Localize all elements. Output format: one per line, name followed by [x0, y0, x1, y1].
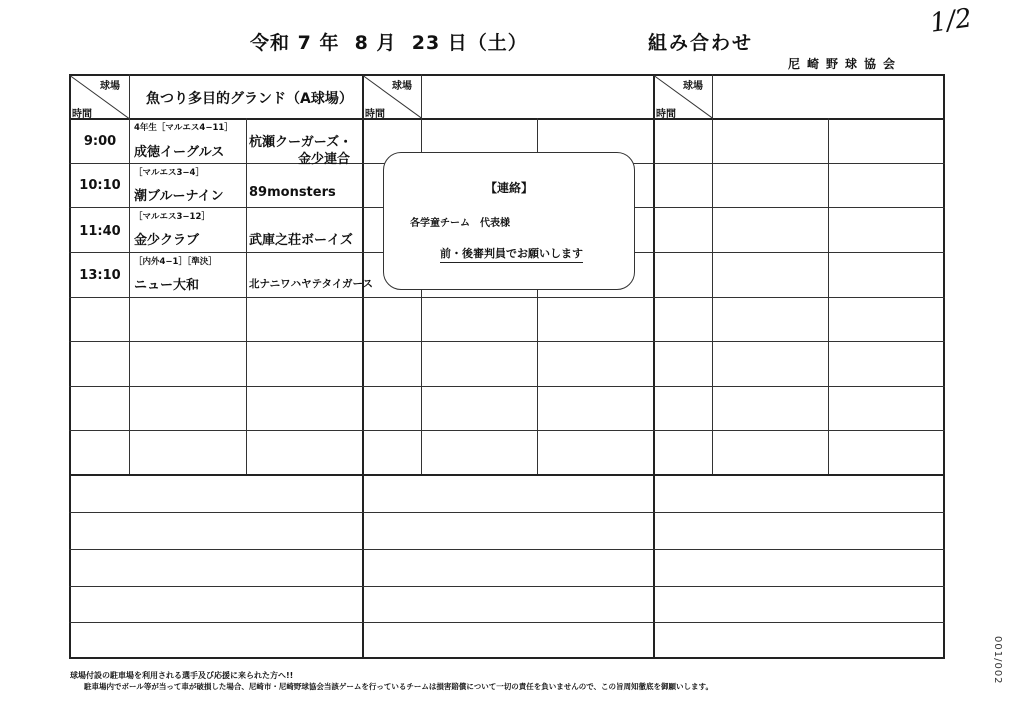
home-team: 潮ブルーナイン — [134, 189, 224, 204]
away-team: 北ナニワハヤテタイガース — [249, 278, 374, 290]
organizer-name: 尼崎野球協会 — [788, 57, 903, 71]
row-line — [69, 297, 945, 298]
block-divider — [362, 74, 364, 476]
side-code: 001/002 — [992, 636, 1003, 685]
home-team: 成徳イーグルス — [134, 145, 225, 160]
row-line — [69, 341, 945, 342]
footer-heading: 球場付設の駐車場を利用される選手及び応援に来られた方へ!! — [70, 671, 294, 680]
time-label: 時間 — [72, 109, 92, 120]
game-tag: ［内外4−1］［準決］ — [134, 257, 217, 267]
notice-box — [383, 152, 635, 290]
notes-line — [69, 622, 945, 623]
page-title: 令和 7 年 8 月 23 日（土） — [250, 32, 528, 54]
row-line — [69, 430, 945, 431]
notice-request: 前・後審判員でお願いします — [440, 245, 583, 263]
game-tag: ［マルエス3−4］ — [134, 168, 204, 178]
time-label: 時間 — [656, 109, 676, 120]
row-line — [69, 386, 945, 387]
notes-divider — [362, 474, 364, 659]
field-label: 球場 — [683, 81, 703, 92]
game-time: 9:00 — [83, 134, 117, 149]
time-column-line — [712, 74, 713, 476]
time-label: 時間 — [365, 109, 385, 120]
notes-grid — [69, 474, 945, 659]
game-time: 13:10 — [79, 268, 121, 283]
footer-disclaimer: 駐車場内でボール等が当って車が破損した場合、尼崎市・尼崎野球協会当該ゲームを行っているチームは損害賠償について一切の責任を負いませんので、この旨周知徹底を御願いします。 — [84, 682, 713, 691]
away-team-line2: 金少連合 — [298, 152, 351, 167]
page-mark: 1/2 — [928, 3, 974, 39]
notice-recipient: 各学童チーム 代表様 — [410, 218, 510, 229]
block-divider — [653, 74, 655, 476]
notice-title: 【連絡】 — [484, 181, 533, 195]
field-label: 球場 — [100, 81, 120, 92]
venue-a-name: 魚つり多目的グランド（A球場） — [146, 91, 353, 107]
notes-divider — [653, 474, 655, 659]
home-team: ニュー大和 — [134, 278, 200, 293]
page-subtitle: 組み合わせ — [648, 32, 754, 54]
home-team: 金少クラブ — [134, 233, 200, 248]
notes-line — [69, 512, 945, 513]
away-team: 89monsters — [249, 185, 336, 200]
notes-line — [69, 549, 945, 550]
game-tag: 4年生［マルエス4−11］ — [134, 123, 233, 133]
away-team: 杭瀬クーガーズ・ — [249, 135, 353, 150]
notes-line — [69, 586, 945, 587]
away-team: 武庫之荘ボーイズ — [249, 233, 353, 248]
header-row-line — [69, 118, 945, 120]
field-label: 球場 — [392, 81, 412, 92]
game-tag: ［マルエス3−12］ — [134, 212, 210, 222]
game-time: 11:40 — [79, 224, 121, 239]
game-time: 10:10 — [79, 178, 121, 193]
